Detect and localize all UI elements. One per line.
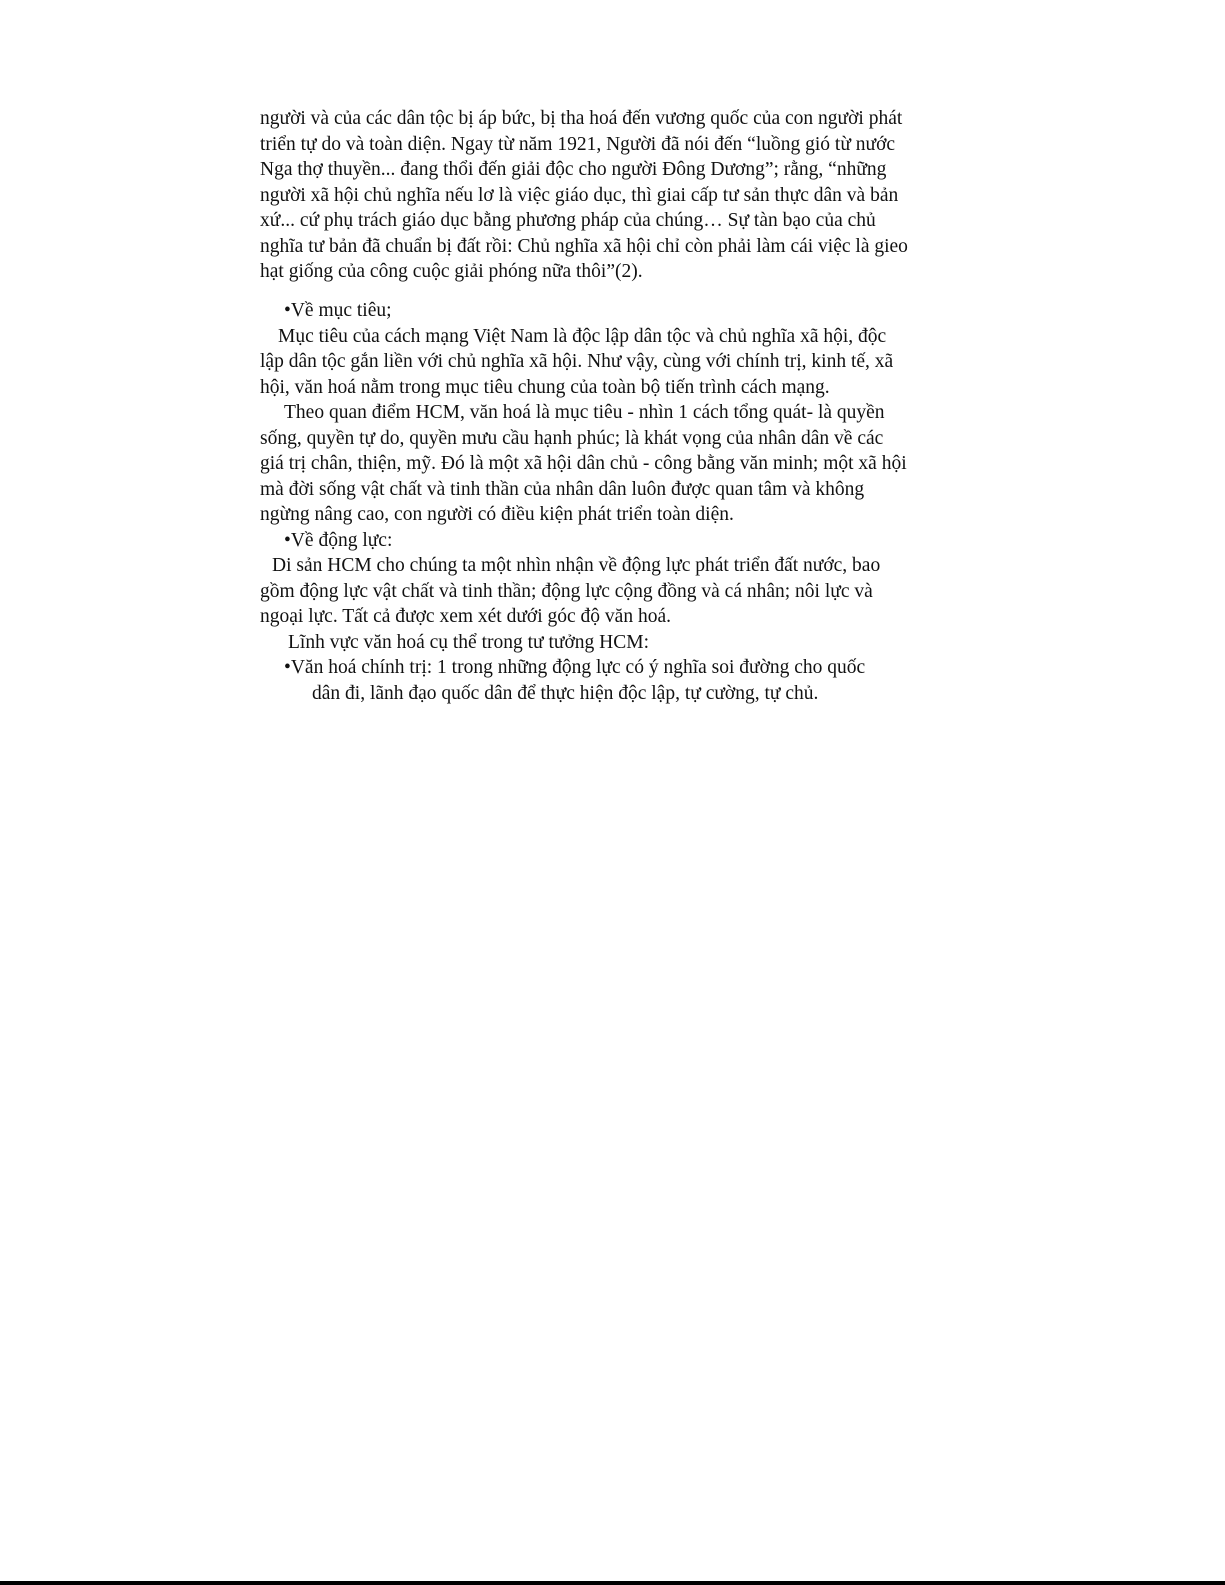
text-line: xứ... cứ phụ trách giáo dục bằng phương pháp của chúng… Sự tàn bạo của chủ [260,210,876,231]
text-line: gồm động lực vật chất và tinh thần; động lực cộng đồng và cá nhân; nôi lực và [260,580,873,602]
text-line: Mục tiêu của cách mạng Việt Nam là độc lập dân tộc và chủ nghĩa xã hội, độc [278,325,887,347]
section-heading-dong-luc: •Về động lực: [284,529,393,551]
text-line: mà đời sống vật chất và tinh thần của nhân dân luôn được quan tâm và không [260,478,865,500]
text-line: sống, quyền tự do, quyền mưu cầu hạnh phúc; là khát vọng của nhân dân về các [260,427,884,449]
text-line: lập dân tộc gắn liền với chủ nghĩa xã hội. Như vậy, cùng với chính trị, kinh tế, xã [260,351,894,372]
text-line: người xã hội chủ nghĩa nếu lơ là việc giáo dục, thì giai cấp tư sản thực dân và bản [260,184,899,206]
text-line: người và của các dân tộc bị áp bức, bị tha hoá đến vương quốc của con người phát [260,108,903,129]
text-line: Di sản HCM cho chúng ta một nhìn nhận về động lực phát triển đất nước, bao [272,555,881,576]
text-line: Theo quan điểm HCM, văn hoá là mục tiêu - nhìn 1 cách tổng quát- là quyền [284,402,885,423]
text-line: giá trị chân, thiện, mỹ. Đó là một xã hội dân chủ - công bằng văn minh; một xã hội [260,453,907,474]
page-bottom-border [0,1581,1225,1585]
text-line: hội, văn hoá nằm trong mục tiêu chung của toàn bộ tiến trình cách mạng. [260,376,830,398]
text-line: Nga thợ thuyền... đang thổi đến giải độc cho người Đông Dương”; rằng, “những [260,159,887,180]
text-line: triển tự do và toàn diện. Ngay từ năm 1921, Người đã nói đến “luồng gió từ nước [260,133,896,155]
body-sections [260,298,960,706]
text-line: hạt giống của công cuộc giải phóng nữa thôi”(2). [260,261,643,282]
bullet-item-continuation: dân đi, lãnh đạo quốc dân để thực hiện độc lập, tự cường, tự chủ. [312,682,819,704]
intro-paragraph [260,106,960,285]
text-line: ngừng nâng cao, con người có điều kiện phát triển toàn diện. [260,504,734,525]
section-heading-muc-tieu: •Về mục tiêu; [284,300,392,321]
bullet-item-van-hoa-chinh-tri: •Văn hoá chính trị: 1 trong những động lực có ý nghĩa soi đường cho quốc [284,657,866,678]
text-line: nghĩa tư bản đã chuẩn bị đất rồi: Chủ nghĩa xã hội chỉ còn phải làm cái việc là gieo [260,235,908,257]
subheading-linh-vuc: Lĩnh vực văn hoá cụ thể trong tư tưởng HCM: [288,631,650,653]
text-line: ngoại lực. Tất cả được xem xét dưới góc độ văn hoá. [260,606,671,627]
